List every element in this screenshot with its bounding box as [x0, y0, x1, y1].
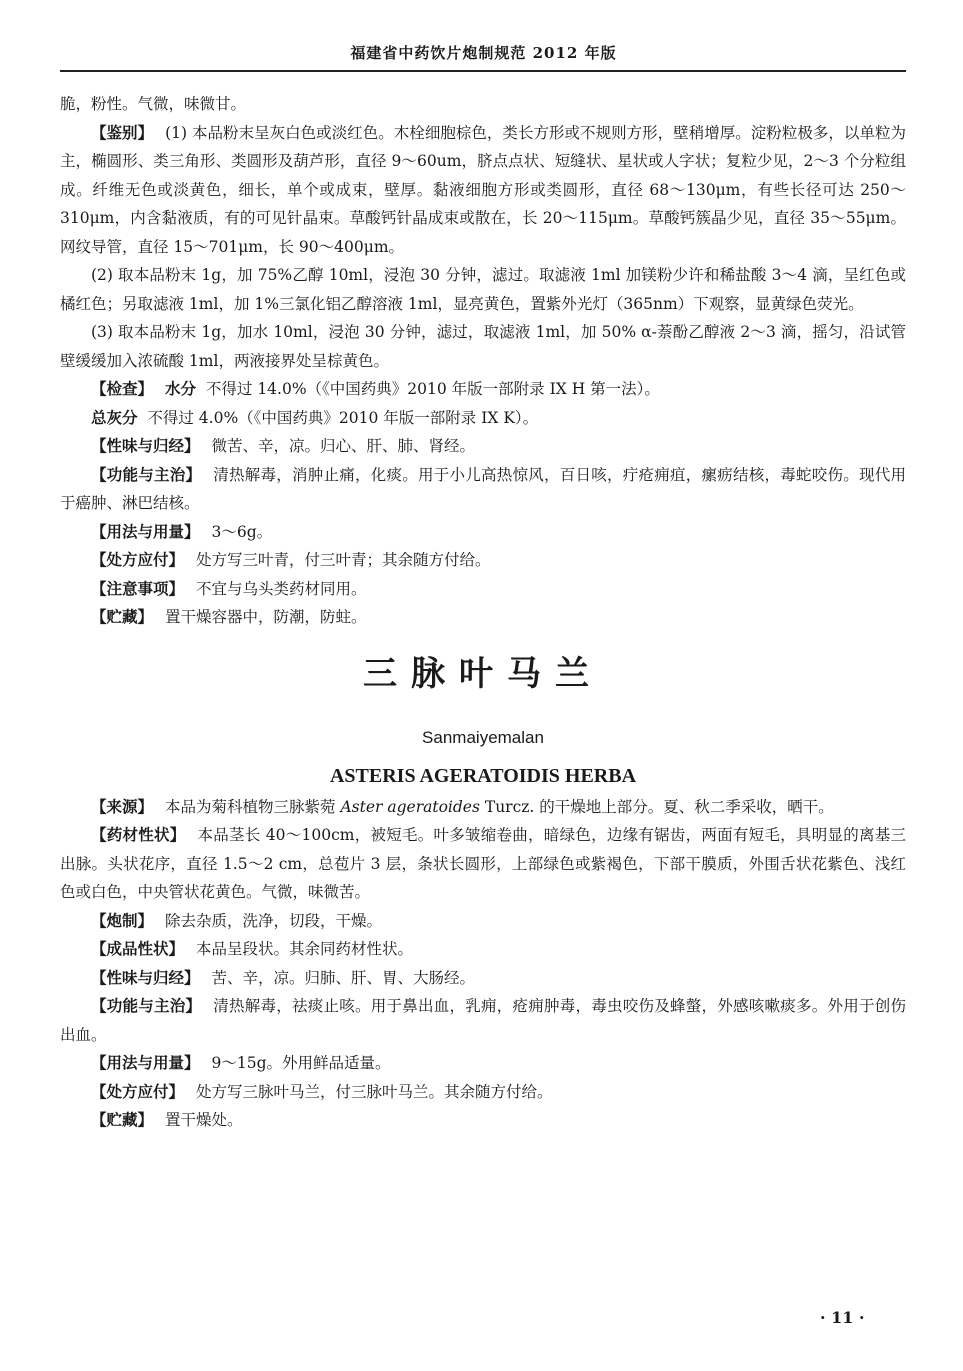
- section-tag: 【处方应付】: [91, 1081, 185, 1101]
- section-text: 置干燥容器中，防潮，防蛀。: [165, 608, 367, 626]
- section-tag: 【性味与归经】: [91, 436, 200, 455]
- crude-description: [60, 821, 906, 907]
- entry-pinyin: Sanmaiyemalan: [422, 727, 544, 747]
- section-text: 置干燥处。: [165, 1111, 243, 1129]
- section-text: 微苦、辛，凉。归心、肝、肺、肾经。: [211, 437, 476, 455]
- continued-text: 脆，粉性。气微，味微甘。: [60, 95, 247, 113]
- section-tag: 【用法与用量】: [91, 521, 200, 541]
- section-text: 本品茎长 40～100cm，被短毛。叶多皱缩卷曲，暗绿色，边缘有锯齿，两面有短毛，具明显的离基三出脉。头状花序，直径 1.5～2 cm，总苞片 3 层，条状长圆形，上部绿色或紫褐色，下部干膜质，外围舌状花紫色、浅红色或白色，中央管状花黄色。气微，味微苦。: [60, 826, 906, 901]
- running-header: 福建省中药饮片炮制规范 2012 年版: [350, 44, 617, 62]
- section-tag: 【药材性状】: [91, 825, 186, 844]
- section-tag: 【性味与归经】: [91, 967, 200, 987]
- prescription-dispensing: [60, 1078, 906, 1107]
- section-tag: 【来源】: [91, 796, 154, 816]
- section-tag: 【成品性状】: [91, 939, 185, 958]
- header-rule: [60, 70, 906, 72]
- inspection: [60, 375, 906, 404]
- section-text: 不宜与乌头类药材同用。: [196, 579, 367, 598]
- identification-p1: [60, 119, 906, 262]
- source-pre: 本品为菊科植物三脉紫菀: [165, 797, 336, 816]
- entry-title: 三脉叶马兰: [363, 653, 603, 694]
- section-text: (1) 本品粉末呈灰白色或淡红色。木栓细胞棕色，类长方形或不规则方形，壁稍增厚。淀粉粒极多，以单粒为主，椭圆形、类三角形、类圆形及葫芦形，直径 9～60um，脐点点状、短缝状、星状或人字状；复粒少见，2～3 个分粒组成。纤维无色或淡黄色，细长，单个或成束，壁厚。黏液细胞方形或类圆形，直径 68～130μm，有些长径可达 250～310μm，内含黏液质，有的可见针晶束。草酸钙针晶成束或散在，长 20～115μm。草酸钙簇晶少见，直径 35～55μm。网纹导管，直径 15～701μm，长 90～400μm。: [60, 123, 906, 256]
- section-tag: 【贮藏】: [91, 607, 154, 626]
- section-tag: 【注意事项】: [91, 578, 185, 598]
- section-tag: 【功能与主治】: [91, 996, 202, 1015]
- source: [60, 793, 906, 822]
- section-tag: 【炮制】: [91, 910, 154, 930]
- section-tag: 【检查】: [91, 379, 154, 398]
- usage-dosage: [60, 1049, 906, 1078]
- identification-p2: (2) 取本品粉末 1g，加 75%乙醇 10ml，浸泡 30 分钟，滤过。取滤液 1ml 加镁粉少许和稀盐酸 3～4 滴，呈红色或橘红色；另取滤液 1ml，加 1%三氯化铝乙醇溶液 1ml，显亮黄色，置紫外光灯（365nm）下观察，显黄绿色荧光。: [60, 266, 906, 313]
- section-tag: 【用法与用量】: [91, 1053, 200, 1072]
- section-tag: 【贮藏】: [91, 1110, 154, 1129]
- ash-label: 总灰分: [91, 407, 138, 427]
- section-text: 3～6g。: [211, 522, 273, 541]
- processing: [60, 907, 906, 936]
- section-text: 不得过 4.0%（《中国药典》2010 年版一部附录 IX K）。: [147, 408, 539, 427]
- section-tag: 【功能与主治】: [91, 464, 202, 484]
- total-ash: [60, 404, 906, 433]
- section-text: 除去杂质，洗净，切段，干燥。: [165, 911, 383, 930]
- inspection-label: 水分: [165, 379, 197, 398]
- identification-p3: (3) 取本品粉末 1g，加水 10ml，浸泡 30 分钟，滤过，取滤液 1ml，加 50% α-萘酚乙醇液 2～3 滴，摇匀，沿试管壁缓缓加入浓硫酸 1ml，两液接界处呈棕黄色。: [60, 323, 906, 370]
- section-text: 处方写三脉叶马兰，付三脉叶马兰。其余随方付给。: [196, 1082, 553, 1101]
- entry-latin-name: ASTERIS AGERATOIDIS HERBA: [329, 765, 637, 787]
- section-text: 本品呈段状。其余同药材性状。: [196, 940, 414, 958]
- usage-dosage: [60, 518, 906, 547]
- functions-indications: [60, 992, 906, 1049]
- nature-meridian: [60, 964, 906, 993]
- precautions: [60, 575, 906, 604]
- section-text: 苦、辛，凉。归肺、肝、胃、大肠经。: [211, 968, 476, 987]
- page-number: · 11 ·: [820, 1308, 865, 1327]
- section-text: 不得过 14.0%（《中国药典》2010 年版一部附录 IX H 第一法）。: [205, 380, 660, 398]
- prescription-dispensing: [60, 546, 906, 575]
- storage: [60, 603, 906, 632]
- section-tag: 【处方应付】: [91, 550, 185, 569]
- storage: [60, 1106, 906, 1135]
- product-description: [60, 935, 906, 964]
- section-text: 清热解毒，消肿止痛，化痰。用于小儿高热惊风，百日咳，疔疮痈疽，瘰疬结核，毒蛇咬伤。现代用于癌肿、淋巴结核。: [60, 465, 906, 512]
- species-name: Aster ageratoides: [340, 797, 480, 816]
- page-body: [60, 90, 906, 1135]
- functions-indications: [60, 461, 906, 518]
- section-text: 9～15g。外用鲜品适量。: [211, 1054, 391, 1072]
- source-post: Turcz. 的干燥地上部分。夏、秋二季采收，晒干。: [484, 797, 834, 816]
- section-text: 清热解毒，祛痰止咳。用于鼻出血，乳痈，疮痈肿毒，毒虫咬伤及蜂螫，外感咳嗽痰多。外用于创伤出血。: [60, 997, 906, 1044]
- section-tag: 【鉴别】: [91, 122, 154, 142]
- nature-meridian: [60, 432, 906, 461]
- section-text: 处方写三叶青，付三叶青；其余随方付给。: [196, 551, 491, 569]
